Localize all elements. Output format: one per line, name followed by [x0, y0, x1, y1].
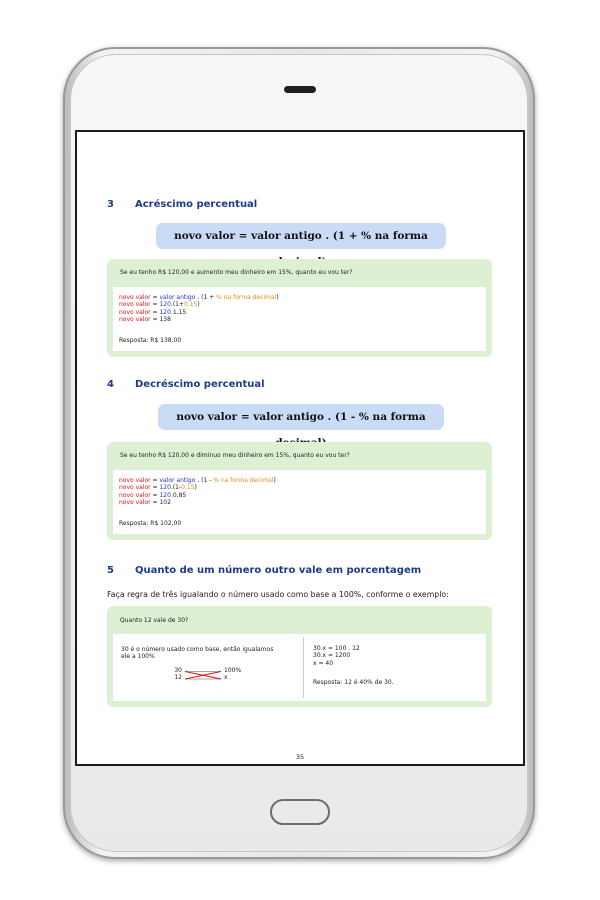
example-solution [113, 634, 486, 701]
solution-line: novo valor = valor antigo . (1 + % na forma decimal) [119, 294, 279, 301]
rule-value: 100% [224, 667, 242, 674]
rule-value: 30 [174, 667, 182, 674]
solution-line: novo valor = valor antigo . (1 - % na forma decimal) [119, 477, 276, 484]
rule-explanation-line: ele a 100% [121, 653, 155, 661]
section-number: 5 [107, 565, 114, 576]
column-divider [303, 637, 304, 698]
calculation-lines [313, 645, 360, 667]
rule-value: 12 [174, 674, 182, 682]
solution-line: novo valor = 138 [119, 315, 171, 323]
calculation-line: 30.x = 100 . 12 [313, 645, 360, 652]
solution-line: novo valor = 102 [119, 498, 171, 506]
calculation-line: 30.x = 1200 [313, 652, 351, 660]
section-title: Acréscimo percentual [135, 199, 258, 210]
home-button[interactable] [270, 799, 330, 825]
rule-right-values [224, 667, 241, 682]
section-5-intro: Faça regra de três igualando o número usado como base a 100%, conforme o exemplo: [107, 590, 449, 599]
rule-left-values [168, 667, 182, 682]
solution-lines [119, 294, 279, 323]
section-4-heading [107, 379, 265, 390]
example-answer: Resposta: R$ 138,00 [119, 337, 182, 344]
example-box-decrease [107, 442, 492, 540]
example-solution [113, 287, 486, 351]
calculation-line: x = 40 [313, 659, 334, 667]
speaker-grille [284, 86, 316, 93]
cross-multiplication-diagram [184, 668, 222, 684]
section-5-heading [107, 565, 421, 576]
solution-line: novo valor = 120.(1-0,15) [119, 484, 197, 492]
rule-explanation-line: 30 é o número usado como base, então igualamos [121, 646, 274, 653]
section-title: Quanto de um número outro vale em porcentagem [135, 565, 422, 576]
formula-decrease: novo valor = valor antigo . (1 - % na forma [158, 404, 444, 430]
rule-value: x [224, 674, 228, 682]
document-page[interactable] [75, 130, 525, 766]
example-box-percentage [107, 606, 492, 707]
solution-line: novo valor = 120.(1+0,15) [119, 301, 200, 309]
page-number: 35 [295, 753, 305, 761]
example-question: Se eu tenho R$ 120,00 e aumento meu dinheiro em 15%, quanto eu vou ter? [120, 269, 353, 276]
example-answer: Resposta: 12 é 40% de 30. [313, 679, 394, 686]
example-question: Se eu tenho R$ 120,00 e diminuo meu dinheiro em 15%, quanto eu vou ter? [120, 452, 350, 459]
formula-increase: novo valor = valor antigo . (1 + % na forma [156, 223, 446, 249]
section-number: 4 [107, 379, 114, 390]
example-question: Quanto 12 vale de 30? [120, 617, 189, 624]
rule-explanation [121, 646, 273, 661]
section-3-heading [107, 199, 257, 210]
example-solution [113, 470, 486, 534]
example-box-increase [107, 259, 492, 357]
section-title: Decréscimo percentual [135, 379, 265, 390]
section-number: 3 [107, 199, 114, 210]
solution-line: novo valor = 120.0,85 [119, 491, 187, 499]
example-answer: Resposta: R$ 102,00 [119, 520, 182, 527]
solution-lines [119, 477, 276, 506]
solution-line: novo valor = 120.1,15 [119, 308, 187, 316]
